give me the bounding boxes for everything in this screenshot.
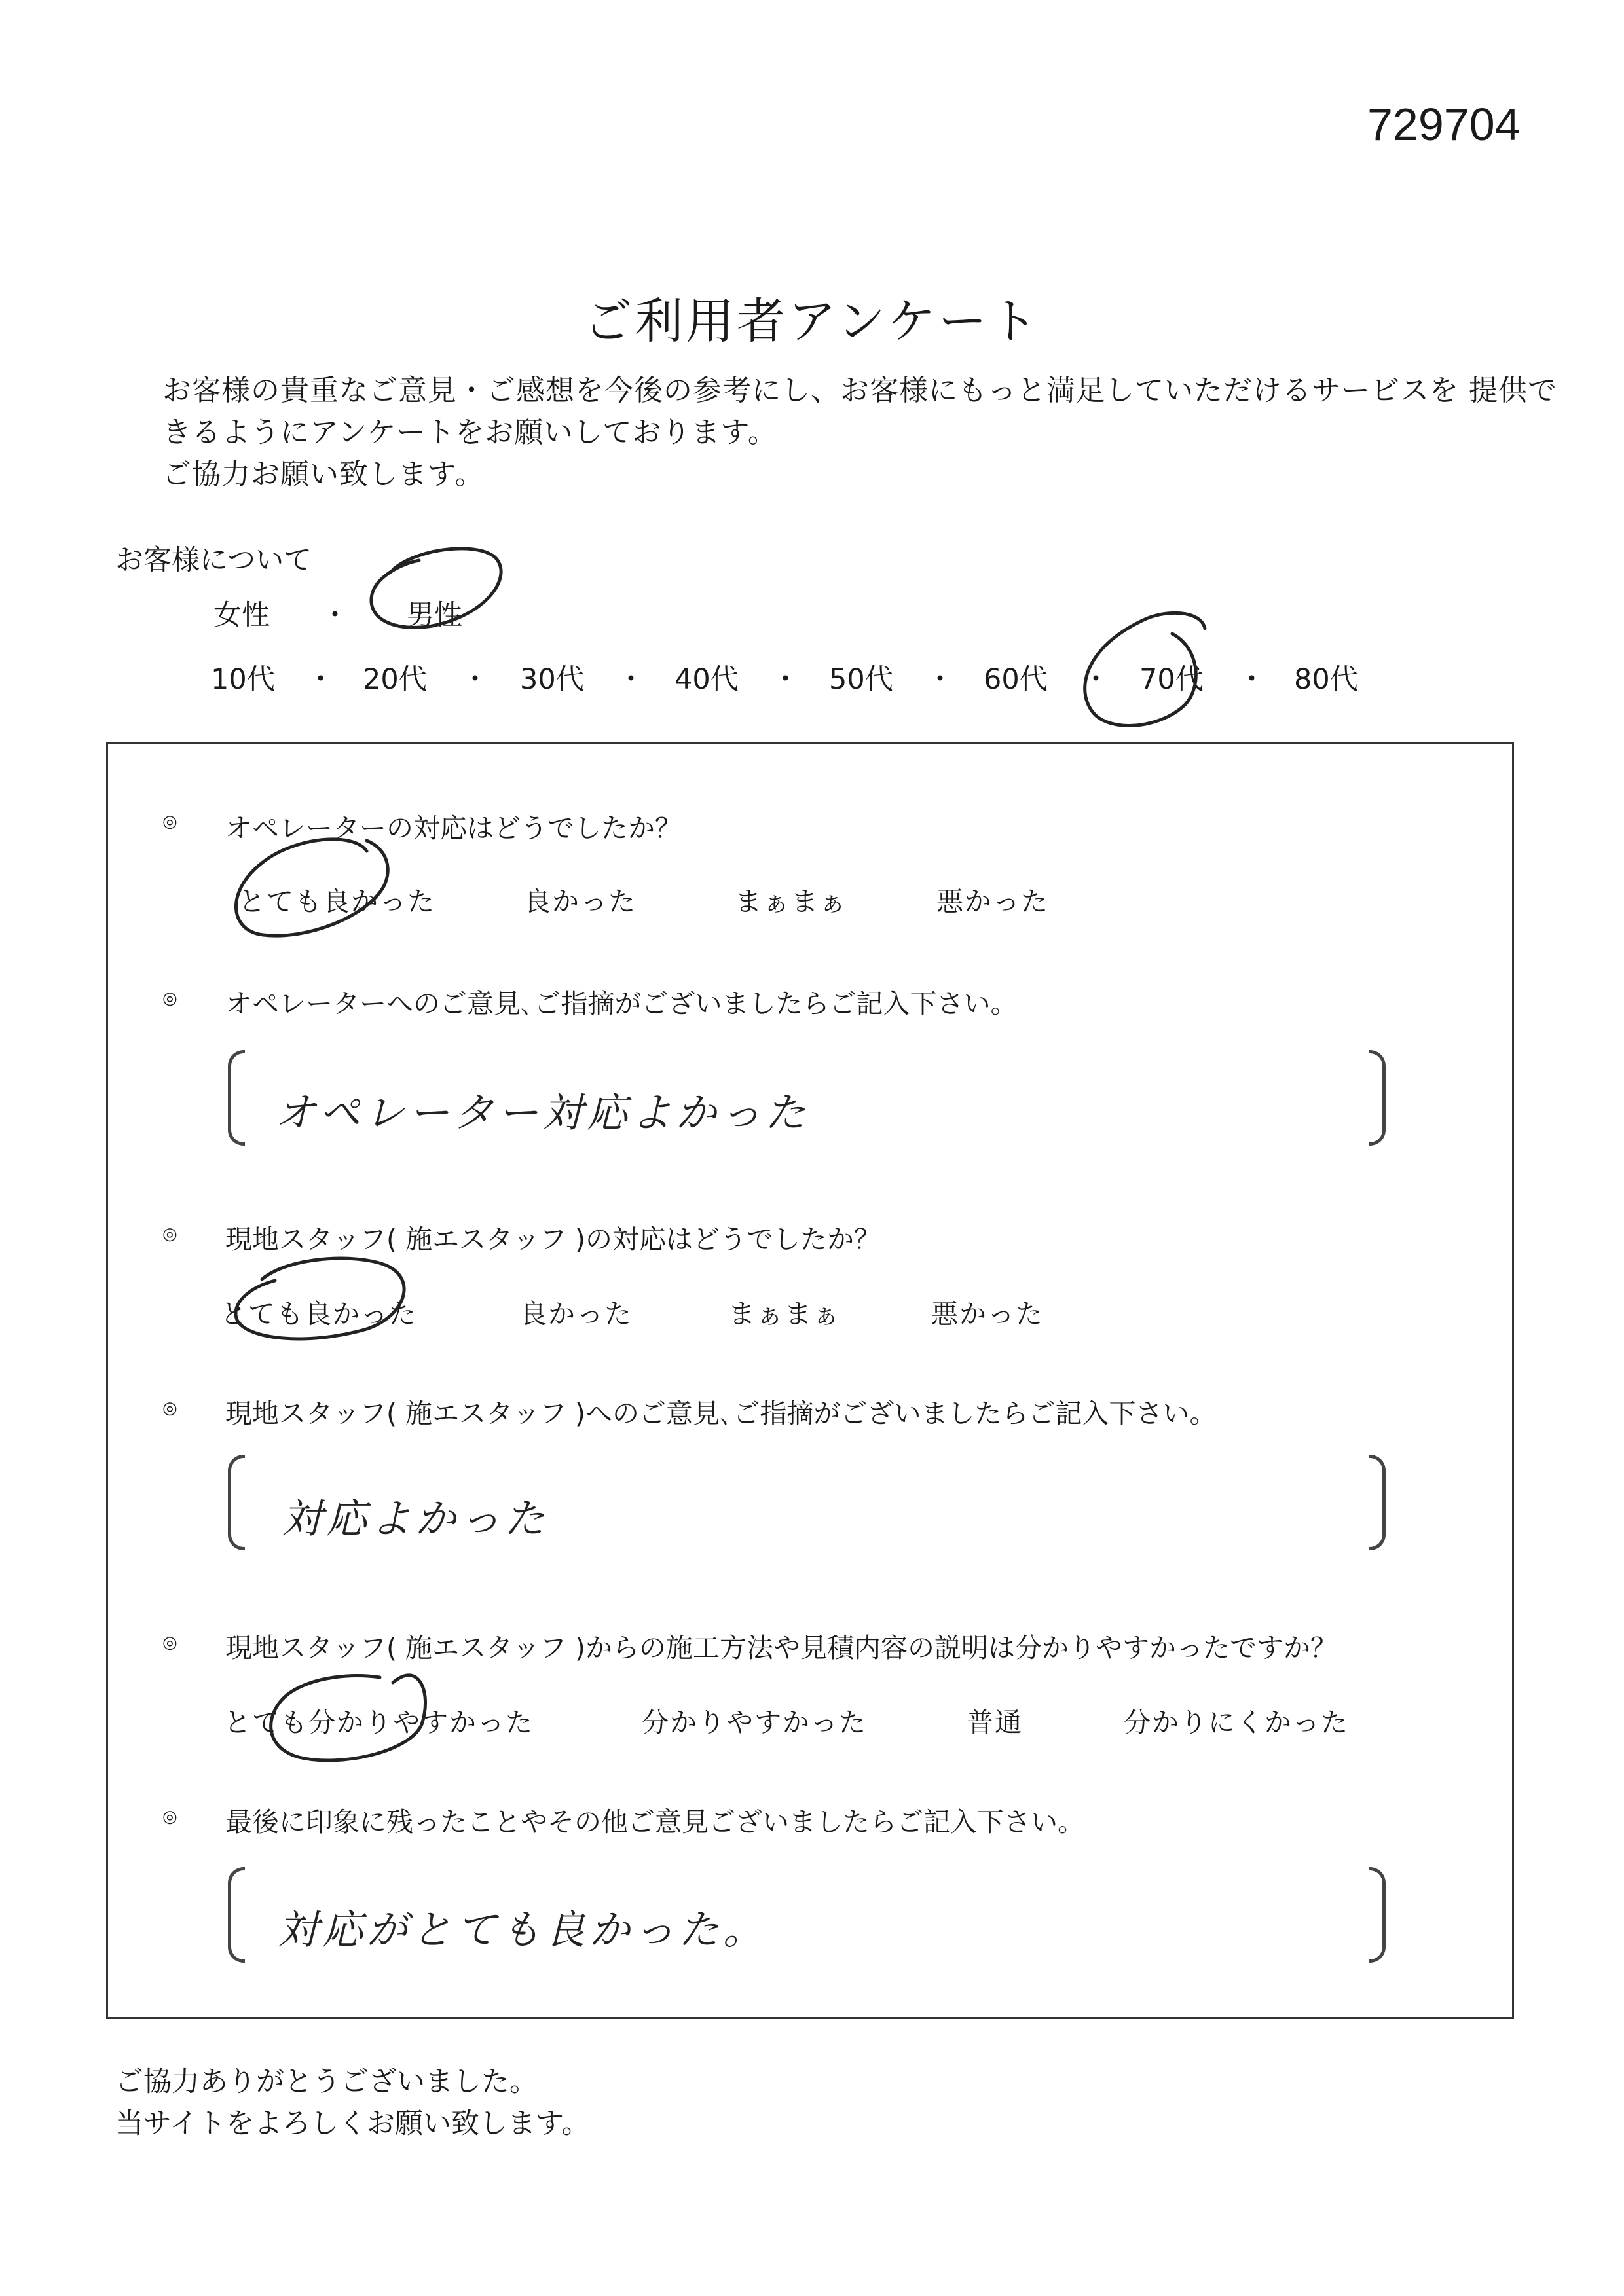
age-separator: ・ (771, 663, 800, 696)
age-30s[interactable]: 30代 (520, 663, 584, 696)
gender-selection-circle (371, 549, 501, 628)
bullet-icon: ◎ (162, 812, 177, 831)
q6-handwritten-answer[interactable]: 対応がとても良かった。 (278, 1906, 768, 1954)
age-80s[interactable]: 80代 (1294, 663, 1358, 696)
age-separator: ・ (461, 663, 489, 696)
q1-selection-circle (236, 839, 388, 936)
age-separator: ・ (306, 663, 335, 696)
question-4: 現地スタッフ( 施エスタッフ )へのご意見､ご指摘がございましたらご記入下さい。 (225, 1398, 1217, 1429)
q1-option-good[interactable]: 良かった (524, 886, 637, 917)
document-id: 729704 (1367, 99, 1521, 150)
question-2: オペレーターへのご意見､ご指摘がございましたらご記入下さい。 (225, 988, 1018, 1019)
question-6: 最後に印象に残ったことやその他ご意見ございましたらご記入下さい。 (225, 1806, 1084, 1838)
q1-option-so-so[interactable]: まぁまぁ (735, 886, 847, 917)
customer-heading: お客様について (115, 544, 312, 577)
age-40s[interactable]: 40代 (674, 663, 739, 696)
gender-female[interactable]: 女性 (213, 599, 270, 632)
intro-line-1: お客様の貴重なご意見・ご感想を今後の参考にし、お客様にもっと満足していただけるサービスを 提供で (162, 374, 1557, 407)
age-20s[interactable]: 20代 (363, 663, 427, 696)
intro-line-3: ご協力お願い致します。 (162, 458, 485, 491)
q3-option-bad[interactable]: 悪かった (931, 1298, 1044, 1330)
age-separator: ・ (1082, 663, 1110, 696)
closing-line-1: ご協力ありがとうございました。 (115, 2066, 538, 2098)
q3-option-very-good[interactable]: とても良かった (220, 1298, 417, 1330)
q5-option-normal[interactable]: 普通 (967, 1707, 1023, 1738)
closing-line-2: 当サイトをよろしくお願い致します。 (115, 2107, 590, 2140)
q3-option-so-so[interactable]: まぁまぁ (728, 1298, 841, 1330)
age-60s[interactable]: 60代 (984, 663, 1048, 696)
page-title: ご利用者アンケート (583, 293, 1041, 350)
q4-handwritten-answer[interactable]: 対応よかった (282, 1495, 549, 1542)
age-50s[interactable]: 50代 (829, 663, 893, 696)
q5-selection-circle (271, 1675, 426, 1760)
bullet-icon: ◎ (162, 1224, 177, 1244)
q1-option-very-good[interactable]: とても良かった (238, 886, 435, 917)
bullet-icon: ◎ (162, 1633, 177, 1652)
question-3: 現地スタッフ( 施エスタッフ )の対応はどうでしたか？ (225, 1224, 881, 1255)
question-5: 現地スタッフ( 施エスタッフ )からの施工方法や見積内容の説明は分かりやすかったですか？ (225, 1632, 1338, 1664)
gender-separator: ・ (321, 599, 349, 632)
age-separator: ・ (617, 663, 645, 696)
q1-option-bad[interactable]: 悪かった (936, 886, 1049, 917)
age-10s[interactable]: 10代 (211, 663, 275, 696)
bullet-icon: ◎ (162, 1807, 177, 1827)
age-selection-circle (1085, 613, 1205, 725)
intro-line-2: きるようにアンケートをお願いしております。 (162, 416, 777, 449)
q3-option-good[interactable]: 良かった (520, 1298, 633, 1330)
bullet-icon: ◎ (162, 989, 177, 1008)
age-separator: ・ (926, 663, 954, 696)
gender-male[interactable]: 男性 (406, 599, 462, 632)
bullet-icon: ◎ (162, 1398, 177, 1418)
q2-handwritten-answer[interactable]: オペレーター対応よかった (275, 1089, 810, 1137)
q5-option-very-clear[interactable]: とても分かりやすかった (224, 1707, 534, 1738)
age-separator: ・ (1238, 663, 1266, 696)
age-70s[interactable]: 70代 (1139, 663, 1204, 696)
q5-option-unclear[interactable]: 分かりにくかった (1124, 1707, 1349, 1738)
q3-selection-circle (236, 1258, 404, 1339)
question-1: オペレーターの対応はどうでしたか？ (225, 812, 682, 844)
q5-option-clear[interactable]: 分かりやすかった (642, 1707, 867, 1738)
